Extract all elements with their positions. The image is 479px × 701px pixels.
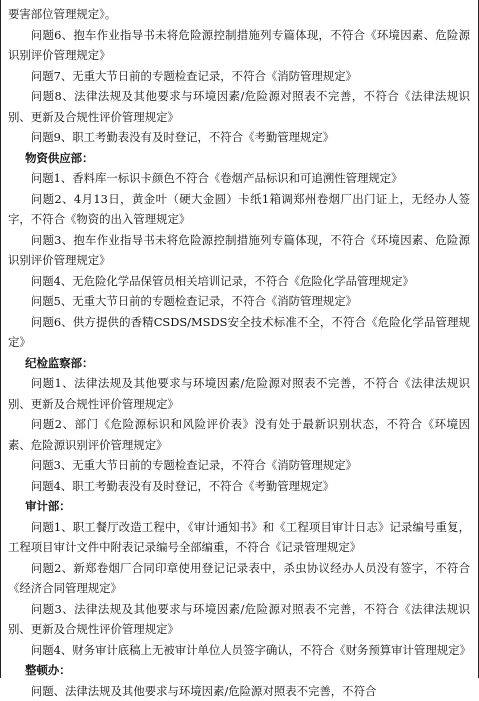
issue-item: 问题1、职工餐厅改造工程中，《审计通知书》和《工程项目审计日志》记录编号重复，工程项目审计文件中附表记录编号全部编重，不符合《记录管理规定》 bbox=[8, 517, 470, 558]
issue-item: 问题7、无重大节日前的专题检查记录，不符合《消防管理规定》 bbox=[8, 66, 470, 87]
issue-item: 问题4、职工考勤表没有及时登记，不符合《考勤管理规定》 bbox=[8, 476, 470, 497]
issue-item: 问题6、抱车作业指导书未将危险源控制措施列专篇体现，不符合《环境因素、危险源识别评价管理规定》 bbox=[8, 25, 470, 66]
section-heading-materials: 物资供应部： bbox=[8, 148, 470, 169]
issue-item: 问题3、无重大节日前的专题检查记录，不符合《消防管理规定》 bbox=[8, 455, 470, 476]
issue-item: 问题2、4月13日，黄金叶（硬大金圆）卡纸1箱调郑州卷烟厂出门证上，无经办人签字，不符合《物资的出入管理规定》 bbox=[8, 189, 470, 230]
issue-item: 问题、法律法规及其他要求与环境因素/危险源对照表不完善，不符合 bbox=[8, 681, 470, 701]
issue-item: 问题1、法律法规及其他要求与环境因素/危险源对照表不完善，不符合《法律法规识别、更新及合规性评价管理规定》 bbox=[8, 373, 470, 414]
issue-item: 问题9、职工考勤表没有及时登记，不符合《考勤管理规定》 bbox=[8, 127, 470, 148]
section-heading-audit: 审计部： bbox=[8, 496, 470, 517]
issue-item: 问题3、抱车作业指导书未将危险源控制措施列专篇体现，不符合《环境因素、危险源识别评价管理规定》 bbox=[8, 230, 470, 271]
issue-item: 问题5、无重大节日前的专题检查记录，不符合《消防管理规定》 bbox=[8, 291, 470, 312]
issue-item: 问题8、法律法规及其他要求与环境因素/危险源对照表不完善，不符合《法律法规识别、更新及合规性评价管理规定》 bbox=[8, 86, 470, 127]
issue-item: 问题1、香料库一标识卡颜色不符合《卷烟产品标识和可追溯性管理规定》 bbox=[8, 168, 470, 189]
issue-item: 问题4、财务审计底稿上无被审计单位人员签字确认，不符合《财务预算审计管理规定》 bbox=[8, 640, 470, 661]
continued-text: 要害部位管理规定》。 bbox=[8, 4, 470, 25]
issue-item: 问题3、法律法规及其他要求与环境因素/危险源对照表不完善，不符合《法律法规识别、更新及合规性评价管理规定》 bbox=[8, 599, 470, 640]
issue-item: 问题2、部门《危险源标识和风险评价表》没有处于最新识别状态，不符合《环境因素、危险源识别评价管理规定》 bbox=[8, 414, 470, 455]
section-heading-rectification: 整顿办： bbox=[8, 660, 470, 681]
issue-item: 问题6、供方提供的香精CSDS/MSDS安全技术标准不全，不符合《危险化学品管理规定》 bbox=[8, 312, 470, 353]
section-heading-discipline: 纪检监察部： bbox=[8, 353, 470, 374]
issue-item: 问题4、无危险化学品保管员相关培训记录，不符合《危险化学品管理规定》 bbox=[8, 271, 470, 292]
issue-item: 问题2、新郑卷烟厂合同印章使用登记记录表中，杀虫协议经办人员没有签字，不符合《经济合同管理规定》 bbox=[8, 558, 470, 599]
